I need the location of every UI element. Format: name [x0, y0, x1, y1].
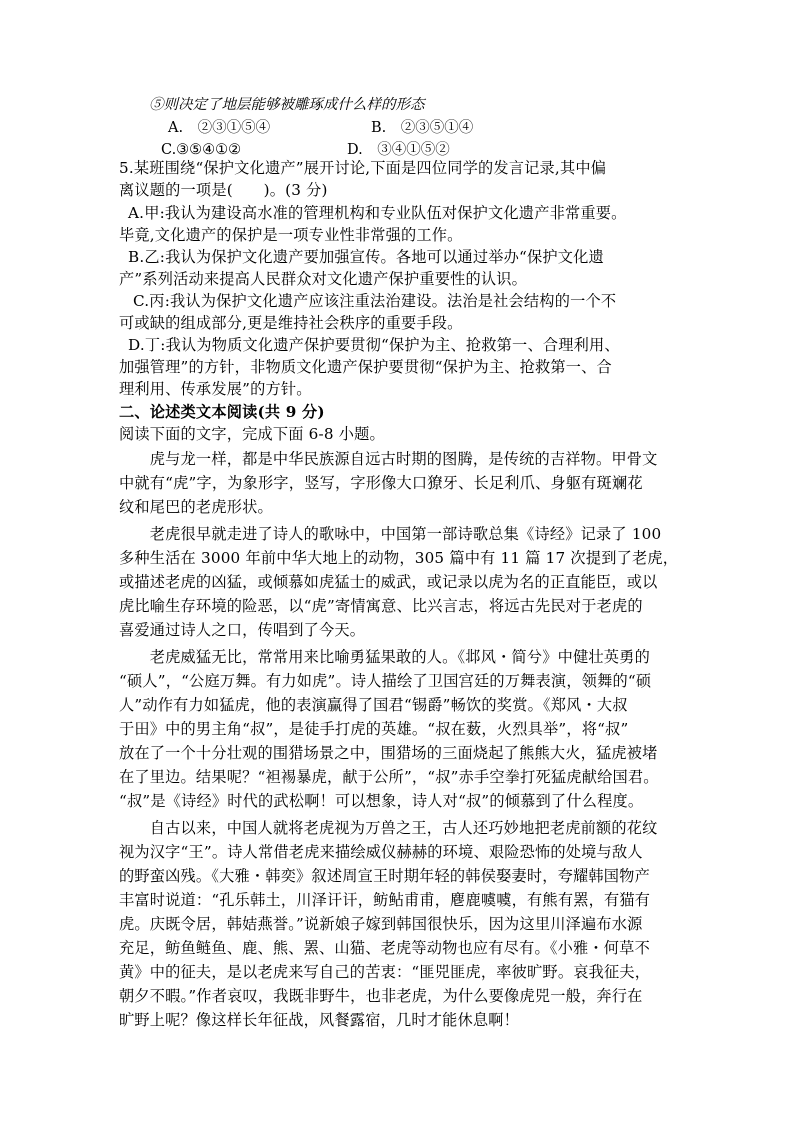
- passage-p2-line-1: 老虎很早就走进了诗人的歌咏中，中国第一部诗歌总集《诗经》记录了 100: [119, 525, 662, 543]
- q4-option-b: B. ②③⑤①④: [371, 120, 474, 136]
- passage-p3-line-2: “硕人”，“公庭万舞。有力如虎”。诗人描绘了卫国宫廷的万舞表演，领舞的“硕: [119, 672, 652, 690]
- passage-p4-line-2: 视为汉字“王”。诗人常借老虎来描绘威仪赫赫的环境、艰险恐怖的处境与敌人: [119, 843, 643, 861]
- passage-p3-line-4: 于田》中的男主角“叔”，是徒手打虎的英雄。“叔在薮，火烈具举”，将“叔”: [119, 720, 629, 738]
- passage-p4-line-7: 黄》中的征夫，是以老虎来写自己的苦衷：“匪兕匪虎，率彼旷野。哀我征夫，: [119, 963, 651, 981]
- q5-option-d-line-1: D.丁:我认为物质文化遗产保护要贯彻“保护为主、抢救第一、合理利用、: [128, 336, 620, 354]
- q5-option-b-line-2: 产”系列活动来提高人民群众对文化遗产保护重要性的认识。: [119, 270, 528, 288]
- q4-option-c: C.③⑤④①②: [161, 142, 242, 158]
- q5-option-d-line-2: 加强管理”的方针，非物质文化遗产保护要贯彻“保护为主、抢救第一、合: [119, 358, 612, 376]
- passage-p4-line-6: 充足，鲂鱼鲢鱼、鹿、熊、罴、山猫、老虎等动物也应有尽有。《小雅・何草不: [119, 939, 650, 957]
- passage-p4-line-3: 的野蛮凶残。《大雅・韩奕》叙述周宣王时期年轻的韩侯娶妻时，夸耀韩国物产: [119, 867, 650, 885]
- q5-option-c-line-2: 可或缺的组成部分,更是维持社会秩序的重要手段。: [119, 314, 463, 332]
- q4-option-d: D. ③④①⑤②: [347, 142, 450, 158]
- q5-stem-line-2: 离议题的一项是( )。(3 分): [119, 181, 328, 199]
- section-2-instruction: 阅读下面的文字，完成下面 6-8 小题。: [119, 425, 385, 443]
- passage-p2-line-3: 或描述老虎的凶猛，或倾慕如虎猛士的威武，或记录以虎为名的正直能臣，或以: [119, 573, 658, 591]
- passage-p3-line-5: 放在了一个十分壮观的围猎场景之中，围猎场的三面烧起了熊熊大火，猛虎被堵: [119, 744, 658, 762]
- q5-option-a-line-1: A.甲:我认为建设高水准的管理机构和专业队伍对保护文化遗产非常重要。: [128, 204, 627, 222]
- passage-p4-line-8: 朝夕不暇。”作者哀叹，我既非野牛，也非老虎，为什么要像虎兕一般，奔行在: [119, 987, 643, 1005]
- q5-stem-line-1: 5.某班围绕“保护文化遗产”展开讨论,下面是四位同学的发言记录,其中偏: [119, 159, 607, 177]
- passage-p2-line-2: 多种生活在 3000 年前中华大地上的动物，305 篇中有 11 篇 17 次提到了老虎，: [119, 549, 679, 567]
- q5-option-c-line-1: C.丙:我认为保护文化遗产应该注重法治建设。法治是社会结构的一个不: [133, 292, 617, 310]
- passage-p1-line-3: 纹和尾巴的老虎形状。: [119, 498, 273, 516]
- passage-p3-line-7: “叔”是《诗经》时代的武松啊！可以想象，诗人对“叔”的倾慕到了什么程度。: [119, 792, 644, 810]
- q5-option-a-line-2: 毕竟,文化遗产的保护是一项专业性非常强的工作。: [119, 226, 463, 244]
- q5-option-d-line-3: 理利用、传承发展”的方针。: [119, 380, 312, 398]
- passage-p4-line-5: 虎。庆既令居，韩姞燕誉。”说新娘子嫁到韩国很快乐，因为这里川泽遍布水源: [119, 915, 643, 933]
- passage-p2-line-4: 虎比喻生存环境的险恶，以“虎”寄情寓意、比兴言志，将远古先民对于老虎的: [119, 597, 643, 615]
- q4-option-a: A. ②③①⑤④: [168, 120, 271, 136]
- passage-p3-line-6: 在了里边。结果呢？“袒裼暴虎，献于公所”，“叔”赤手空拳打死猛虎献给国君。: [119, 768, 659, 786]
- passage-p4-line-9: 旷野上呢？像这样长年征战，风餐露宿，几时才能休息啊！: [119, 1011, 520, 1029]
- passage-p2-line-5: 喜爱通过诗人之口，传唱到了今天。: [119, 621, 366, 639]
- passage-p3-line-1: 老虎威猛无比，常常用来比喻勇猛果敢的人。《邶风・简兮》中健壮英勇的: [119, 648, 650, 666]
- passage-p1-line-1: 虎与龙一样，都是中华民族源自远古时期的图腾，是传统的吉祥物。甲骨文: [119, 450, 658, 468]
- q5-option-b-line-1: B.乙:我认为保护文化遗产要加强宣传。各地可以通过举办“保护文化遗: [128, 248, 604, 266]
- passage-p3-line-3: 人”动作有力如猛虎，他的表演赢得了国君“锡爵”畅饮的奖赏。《郑风・大叔: [119, 696, 628, 714]
- section-2-heading: 二、论述类文本阅读(共 9 分): [119, 403, 325, 421]
- q4-statement-5: ⑤则决定了地层能够被雕琢成什么样的形态: [149, 97, 425, 113]
- passage-p4-line-1: 自古以来，中国人就将老虎视为万兽之王，古人还巧妙地把老虎前额的花纹: [119, 819, 658, 837]
- passage-p4-line-4: 丰富时说道：“孔乐韩土，川泽讦讦，鲂鲇甫甫，麀鹿噳噳，有熊有罴，有猫有: [119, 891, 651, 909]
- passage-p1-line-2: 中就有“虎”字，为象形字，竖写，字形像大口獠牙、长足利爪、身躯有斑斓花: [119, 474, 643, 492]
